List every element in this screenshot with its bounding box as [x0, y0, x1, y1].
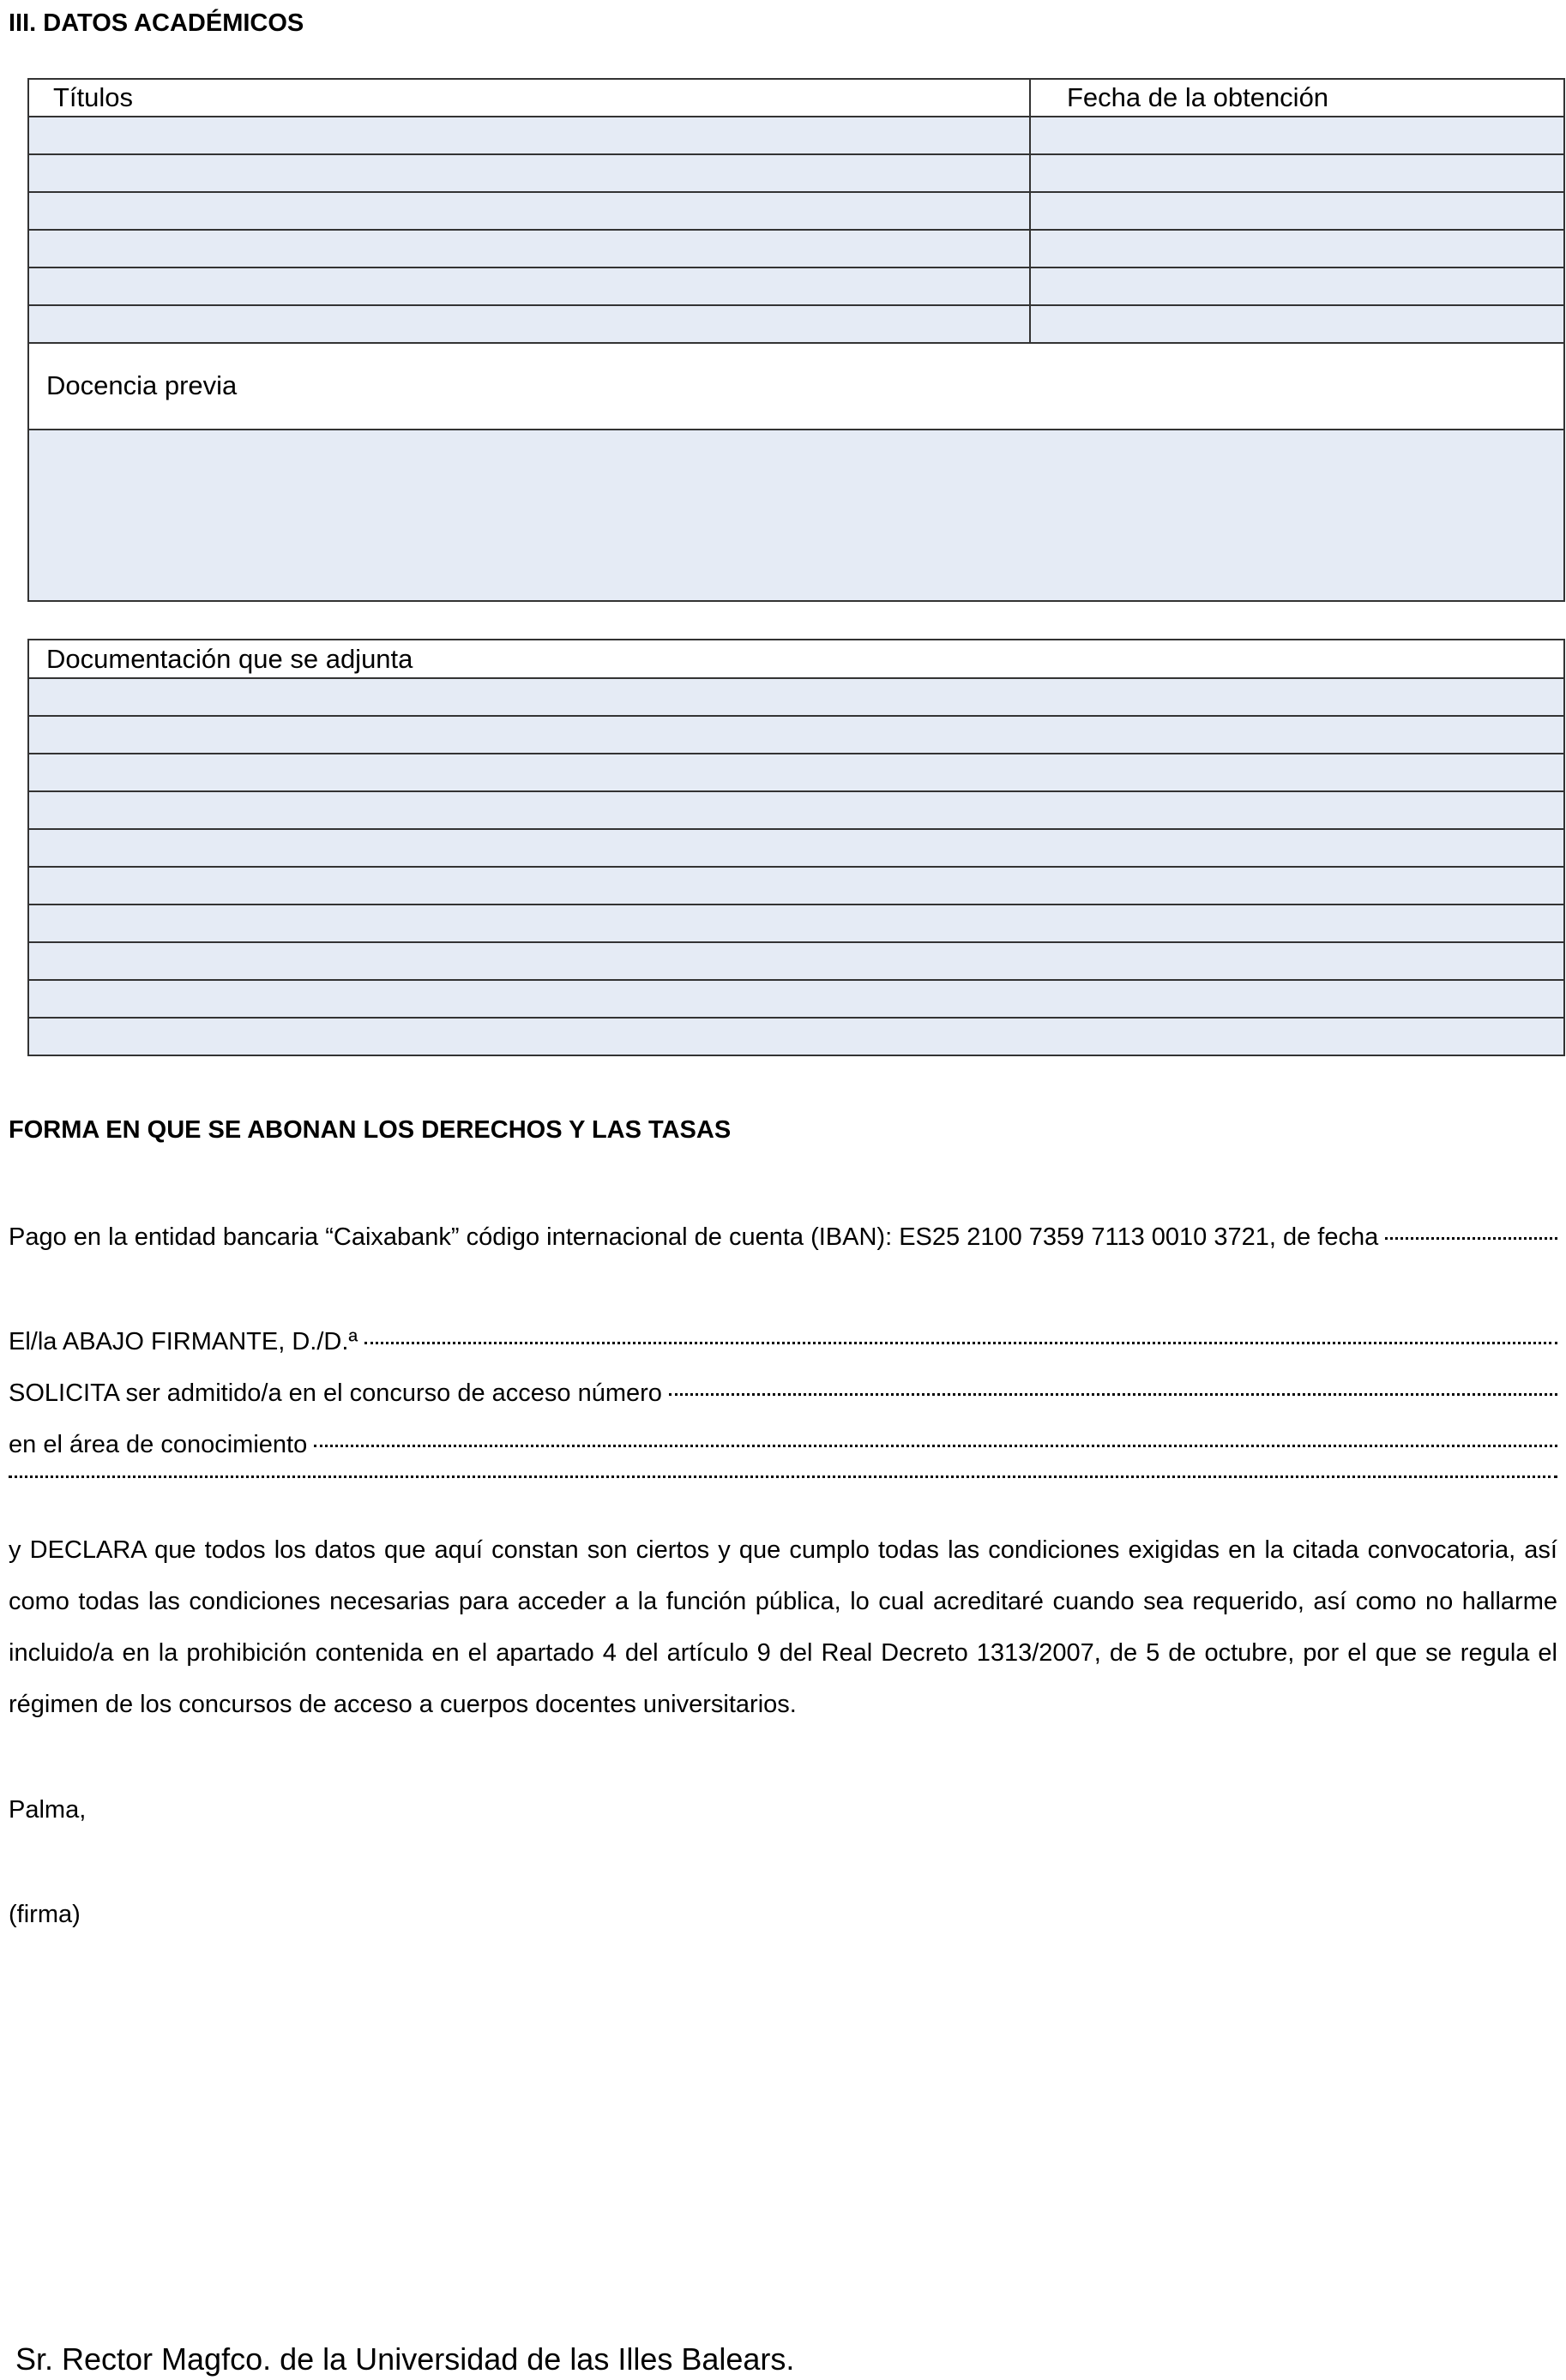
firmante-blank[interactable] [364, 1342, 1557, 1344]
titulos-column-header: Títulos [53, 82, 134, 112]
docencia-textarea[interactable] [27, 429, 1565, 602]
fecha-input-5[interactable] [1029, 267, 1565, 306]
documentacion-input-5[interactable] [27, 828, 1565, 868]
concurso-number-blank[interactable] [669, 1393, 1557, 1396]
docencia-label: Docencia previa [46, 370, 238, 400]
firmante-line [9, 1326, 1557, 1357]
signature-label: (firma) [9, 1901, 81, 1928]
solicita-line [9, 1378, 1557, 1409]
docencia-label-cell [27, 342, 1565, 430]
fecha-header-cell [1029, 78, 1565, 117]
firmante-label: El/la ABAJO FIRMANTE, D./D.ª [9, 1328, 358, 1355]
fecha-input-6[interactable] [1029, 304, 1565, 344]
fecha-input-2[interactable] [1029, 153, 1565, 193]
area-label: en el área de conocimiento [9, 1431, 308, 1458]
titulo-input-2[interactable] [27, 153, 1031, 193]
fecha-input-1[interactable] [1029, 116, 1565, 155]
titulos-header-cell [27, 78, 1031, 117]
addressee-footer: Sr. Rector Magfco. de la Universidad de las Illes Balears. [15, 2341, 795, 2377]
documentacion-label: Documentación que se adjunta [46, 644, 413, 674]
area-continuation-blank[interactable] [9, 1475, 1557, 1478]
documentacion-label-cell [27, 639, 1565, 679]
payment-line [9, 1222, 1557, 1253]
fecha-column-header: Fecha de la obtención [1067, 82, 1329, 112]
documentacion-input-7[interactable] [27, 904, 1565, 943]
declaration-paragraph: y DECLARA que todos los datos que aquí constan son ciertos y que cumplo todas las condiciones exigidas en la citada convocatoria, así como todas las condiciones necesarias para acceder a la función pública, lo cual acreditaré cuando sea requerido, así como no hallarme incluido/a en la prohibición contenida en el apartado 4 del artículo 9 del Real Decreto 1313/2007, de 5 de octubre, por el que se regula el régimen de los concursos de acceso a cuerpos docentes universitarios. [9, 1536, 1557, 1718]
documentacion-input-4[interactable] [27, 790, 1565, 830]
documentacion-input-10[interactable] [27, 1017, 1565, 1056]
documentacion-input-2[interactable] [27, 715, 1565, 754]
titulo-input-1[interactable] [27, 116, 1031, 155]
documentacion-input-8[interactable] [27, 941, 1565, 981]
titulo-input-4[interactable] [27, 229, 1031, 268]
section-heading: III. DATOS ACADÉMICOS [9, 9, 304, 37]
fecha-input-3[interactable] [1029, 191, 1565, 231]
documentacion-input-1[interactable] [27, 677, 1565, 717]
area-blank[interactable] [314, 1445, 1557, 1447]
solicita-label: SOLICITA ser admitido/a en el concurso de acceso número [9, 1379, 662, 1407]
titulo-input-3[interactable] [27, 191, 1031, 231]
titulo-input-6[interactable] [27, 304, 1031, 344]
place-label: Palma, [9, 1796, 87, 1824]
payment-date-blank[interactable] [1385, 1237, 1557, 1240]
payment-heading: FORMA EN QUE SE ABONAN LOS DERECHOS Y LAS TASAS [9, 1116, 732, 1144]
payment-text: Pago en la entidad bancaria “Caixabank” código internacional de cuenta (IBAN): ES25 2100 7359 7113 0010 3721, de fecha [9, 1223, 1379, 1251]
area-line [9, 1429, 1557, 1460]
area-continuation-line [9, 1481, 1557, 1483]
fecha-input-4[interactable] [1029, 229, 1565, 268]
documentacion-input-3[interactable] [27, 753, 1565, 792]
documentacion-input-9[interactable] [27, 979, 1565, 1019]
documentacion-input-6[interactable] [27, 866, 1565, 905]
titulo-input-5[interactable] [27, 267, 1031, 306]
